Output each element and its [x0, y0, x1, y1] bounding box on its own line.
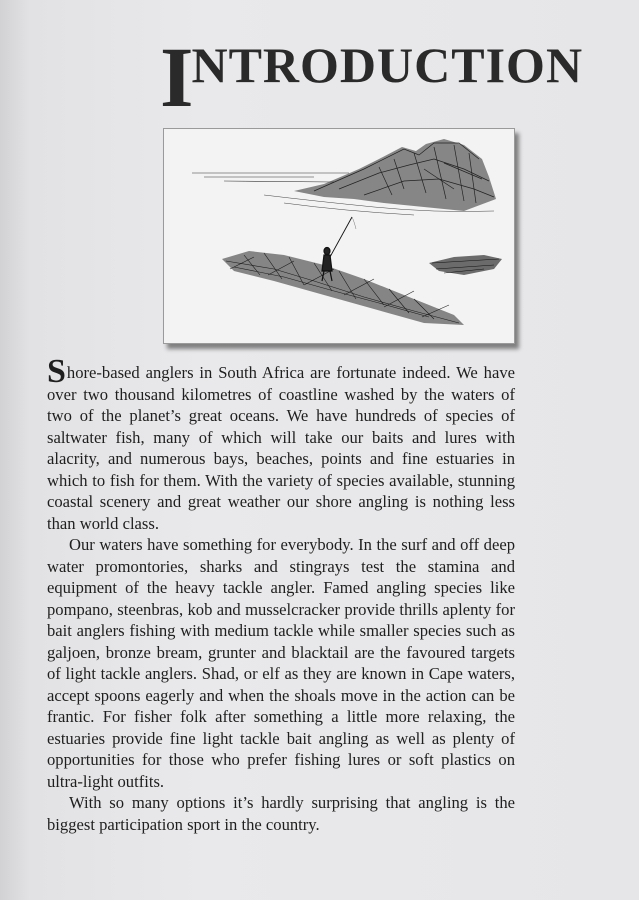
heading-rest: NTRODUCTION	[191, 37, 584, 93]
paragraph-1-text: hore-based anglers in South Africa are fortunate indeed. We have over two thousand kilometres of coastline washed by the waters of two of the planet’s great oceans. We have hundreds of species of saltwater fish, many of which will take our baits and lures with alacrity, and numerous bays, beaches, points and fine estuaries in which to fish for them. With the variety of species available, stunning coastal scenery and great weather our shore angling is nothing less than world class.	[47, 363, 515, 533]
chapter-heading	[160, 29, 620, 125]
paragraph-3: With so many options it’s hardly surprising that angling is the biggest participation sport in the country.	[47, 793, 515, 834]
heading-initial: I	[160, 29, 194, 125]
body-text	[47, 353, 515, 835]
angler-sketch-illustration	[163, 128, 515, 344]
paragraph-1	[47, 353, 515, 534]
sketch-drawing	[164, 129, 514, 343]
drop-cap: S	[47, 353, 66, 390]
paragraph-2: Our waters have something for everybody. In the surf and off deep water promontories, sharks and stingrays test the stamina and equipment of the heavy tackle angler. Famed angling species like pompano, steenbras, kob and musselcracker provide thrills aplenty for bait anglers fishing with medium tackle while smaller species such as galjoen, bronze bream, grunter and blacktail are the favoured targets of light tackle anglers. Shad, or elf as they are known in Cape waters, accept spoons eagerly and when the shoals move in the action can be frantic. For fisher folk after something a little more relaxing, the estuaries provide fine light tackle bait angling as well as plenty of opportunities for those who prefer fishing lures or soft plastics on ultra-light outfits.	[47, 535, 515, 791]
